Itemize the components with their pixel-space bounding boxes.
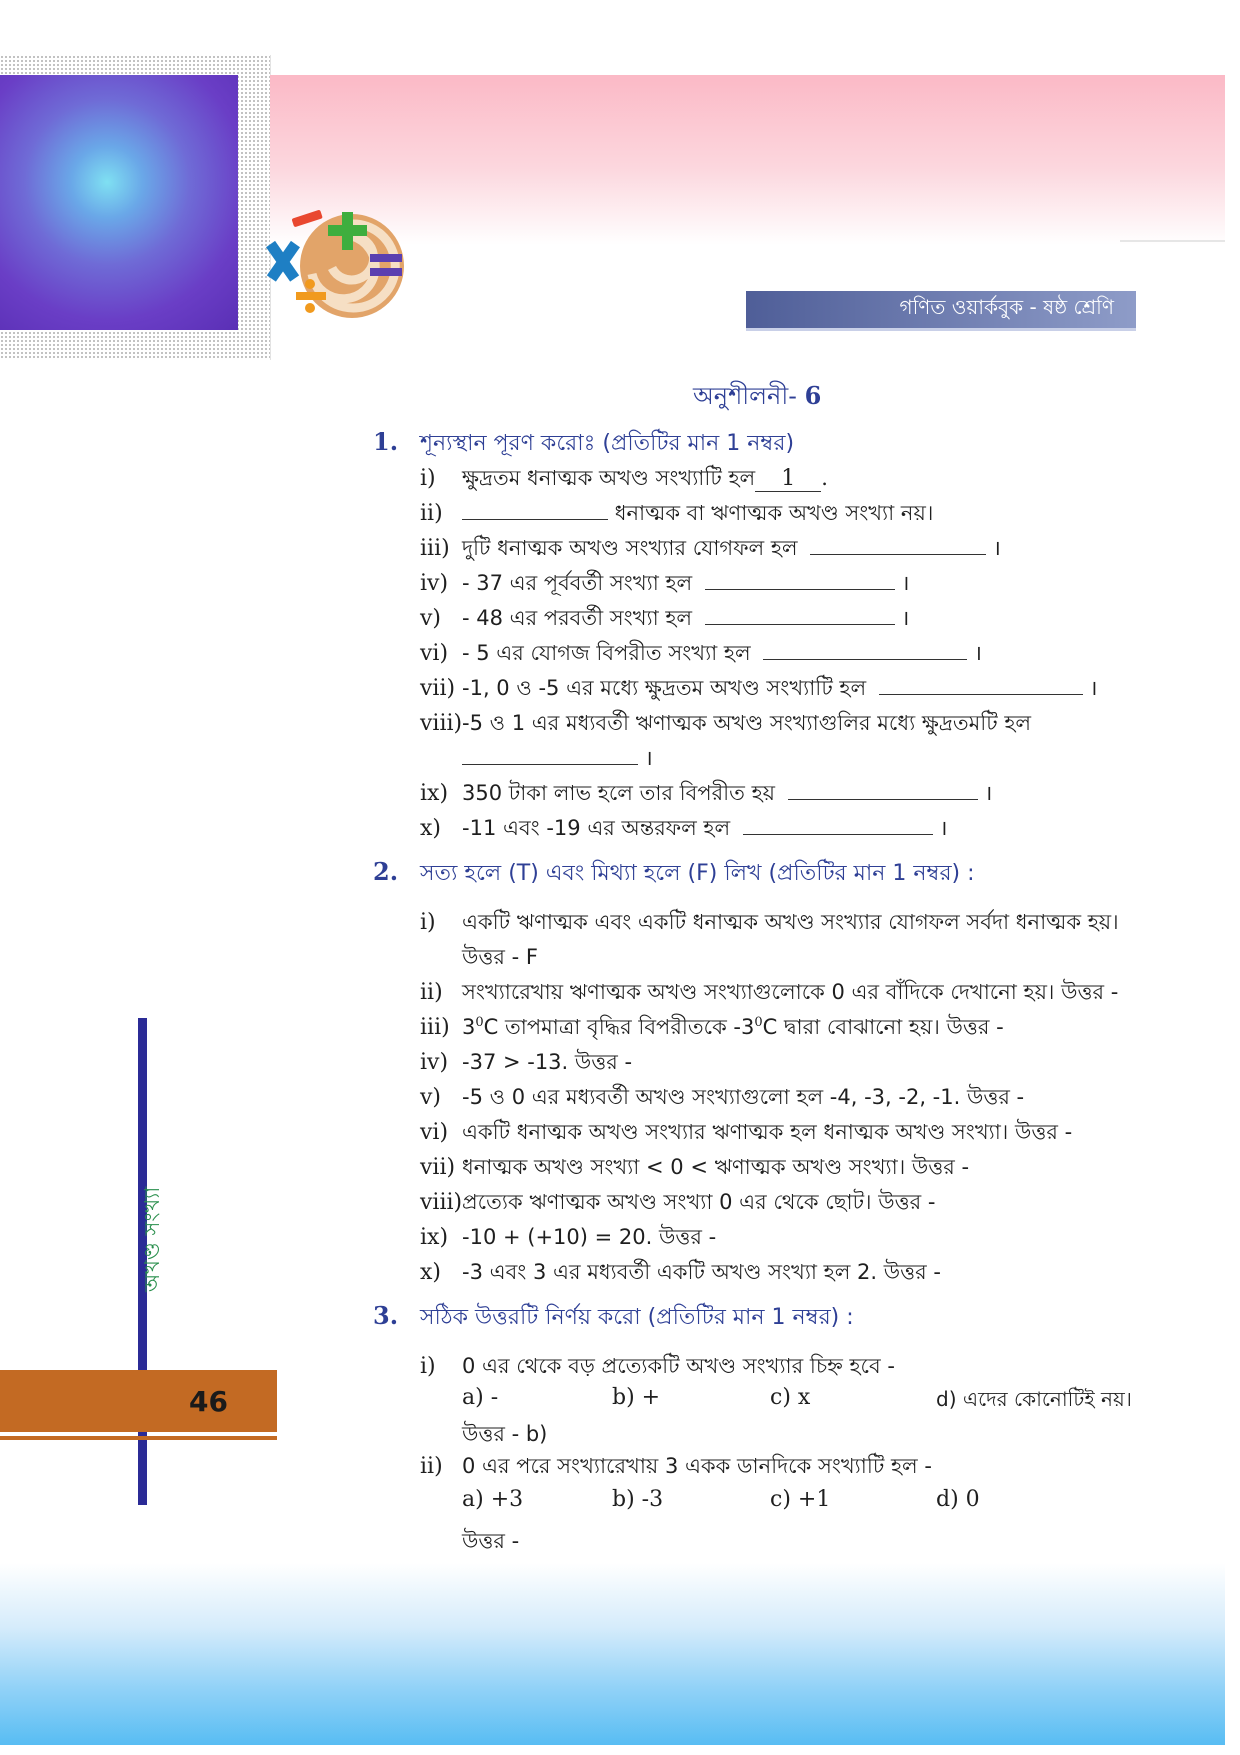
answer-blank[interactable] xyxy=(705,602,895,625)
fill-item-10: x) -11 এবং -19 এর অন্তরফল হল । xyxy=(420,812,947,847)
answer-blank[interactable] xyxy=(763,637,967,660)
fill-item-6: vi) - 5 এর যোগজ বিপরীত সংখ্যা হল । xyxy=(420,637,982,672)
mcq-1-option-a[interactable]: a) - xyxy=(462,1385,499,1410)
answer-blank[interactable] xyxy=(879,672,1083,695)
tf-item-7: vii) ধনাত্মক অখণ্ড সংখ্যা < 0 < ঋণাত্মক অখণ্ড সংখ্যা। উত্তর - xyxy=(420,1155,970,1180)
mcq-1-question: i) 0 এর থেকে বড় প্রত্যেকটি অখণ্ড সংখ্যার চিহ্ন হবে - xyxy=(420,1354,895,1379)
tf-item-10: x) -3 এবং 3 এর মধ্যবর্তী একটি অখণ্ড সংখ্যা হল 2. উত্তর - xyxy=(420,1260,941,1285)
fill-item-4: iv) - 37 এর পূর্ববর্তী সংখ্যা হল । xyxy=(420,567,910,602)
fill-item-9: ix) 350 টাকা লাভ হলে তার বিপরীত হয় । xyxy=(420,777,992,812)
fill-item-7: vii) -1, 0 ও -5 এর মধ্যে ক্ষুদ্রতম অখণ্ড সংখ্যাটি হল । xyxy=(420,672,1097,707)
footer-gradient xyxy=(0,1563,1225,1745)
answer-blank[interactable] xyxy=(705,567,895,590)
tf-item-2: ii) সংখ্যারেখায় ঋণাত্মক অখণ্ড সংখ্যাগুলোকে 0 এর বাঁদিকে দেখানো হয়। উত্তর - xyxy=(420,980,1119,1005)
header-band-line xyxy=(1120,240,1225,242)
minus-icon xyxy=(291,210,322,228)
corner-gradient-square xyxy=(0,75,238,330)
fill-item-1: i) ক্ষুদ্রতম ধনাত্মক অখণ্ড সংখ্যাটি হল 1 . xyxy=(420,466,828,491)
tf-item-1-answer: উত্তর - F xyxy=(462,945,538,969)
answer-blank[interactable] xyxy=(743,812,933,835)
workbook-header-banner xyxy=(746,291,1136,331)
tf-item-4: iv) -37 > -13. উত্তর - xyxy=(420,1050,633,1075)
mcq-1-option-c[interactable]: c) x xyxy=(770,1385,811,1410)
mcq-1-option-d[interactable]: d) এদের কোনোটিই নয়। xyxy=(936,1387,1132,1411)
tf-item-6: vi) একটি ধনাত্মক অখণ্ড সংখ্যার ঋণাত্মক হল ধনাত্মক অখণ্ড সংখ্যা। উত্তর - xyxy=(420,1120,1073,1145)
mcq-2-option-b[interactable]: b) -3 xyxy=(612,1487,664,1512)
mcq-2-option-d[interactable]: d) 0 xyxy=(936,1487,980,1512)
mcq-2-question: ii) 0 এর পরে সংখ্যারেখায় 3 একক ডানদিকে সংখ্যাটি হল - xyxy=(420,1454,932,1479)
chapter-side-label: অখণ্ড সংখ্যা xyxy=(140,1186,164,1292)
tf-item-8: viii)প্রত্যেক ঋণাত্মক অখণ্ড সংখ্যা 0 এর থেকে ছোট। উত্তর - xyxy=(420,1190,936,1215)
tf-item-3: iii) $3^0C$ তাপমাত্রা বৃদ্ধির বিপরীতকে $-3^0C$ দ্বারা বোঝানো হয়। উত্তর - xyxy=(420,1015,1004,1040)
times-icon xyxy=(266,241,300,282)
tf-item-1: i) একটি ঋণাত্মক এবং একটি ধনাত্মক অখণ্ড সংখ্যার যোগফল সর্বদা ধনাত্মক হয়। xyxy=(420,910,1119,935)
section-2-heading: 2. সত্য হলে (T) এবং মিথ্যা হলে (F) লিখ (প্রতিটির মান 1 নম্বর) : xyxy=(373,857,975,886)
page-number: 46 xyxy=(189,1384,228,1418)
fill-item-2: ii) ধনাত্মক বা ঋণাত্মক অখণ্ড সংখ্যা নয়। xyxy=(420,497,933,532)
tf-item-5: v) -5 ও 0 এর মধ্যবর্তী অখণ্ড সংখ্যাগুলো হল -4, -3, -2, -1. উত্তর - xyxy=(420,1085,1025,1110)
fill-item-8: viii)-5 ও 1 এর মধ্যবর্তী ঋণাত্মক অখণ্ড সংখ্যাগুলির মধ্যে ক্ষুদ্রতমটি হল xyxy=(420,711,1032,736)
section-3-heading: 3. সঠিক উত্তরটি নির্ণয় করো (প্রতিটির মান 1 নম্বর) : xyxy=(373,1301,854,1330)
mcq-2-answer: উত্তর - xyxy=(462,1529,520,1553)
fill-item-3: iii) দুটি ধনাত্মক অখণ্ড সংখ্যার যোগফল হল । xyxy=(420,532,1001,567)
fill-item-8-blank-line: । xyxy=(462,742,653,772)
mcq-2-option-a[interactable]: a) +3 xyxy=(462,1487,524,1512)
mcq-1-answer: উত্তর - b) xyxy=(462,1422,548,1446)
answer-blank[interactable] xyxy=(810,532,986,555)
exercise-title: অনুশীলনী- 6 xyxy=(693,381,822,410)
page-badge-underline xyxy=(0,1436,277,1440)
fill-item-5: v) - 48 এর পরবর্তী সংখ্যা হল । xyxy=(420,602,909,637)
math-symbols-logo xyxy=(262,204,418,334)
tf-item-9: ix) -10 + (+10) = 20. উত্তর - xyxy=(420,1225,717,1250)
mcq-2-option-c[interactable]: c) +1 xyxy=(770,1487,831,1512)
answer-blank[interactable] xyxy=(462,742,638,765)
answer-blank[interactable] xyxy=(788,777,978,800)
section-1-heading: 1. শূন্যস্থান পূরণ করোঃ (প্রতিটির মান 1 নম্বর) xyxy=(373,427,795,456)
answer-blank[interactable]: 1 xyxy=(755,469,821,492)
header-banner-text: গণিত ওয়ার্কবুক - ষষ্ঠ শ্রেণি xyxy=(899,295,1114,319)
answer-blank[interactable] xyxy=(462,497,608,520)
page-number-badge xyxy=(0,1370,277,1432)
mcq-1-option-b[interactable]: b) + xyxy=(612,1385,661,1410)
